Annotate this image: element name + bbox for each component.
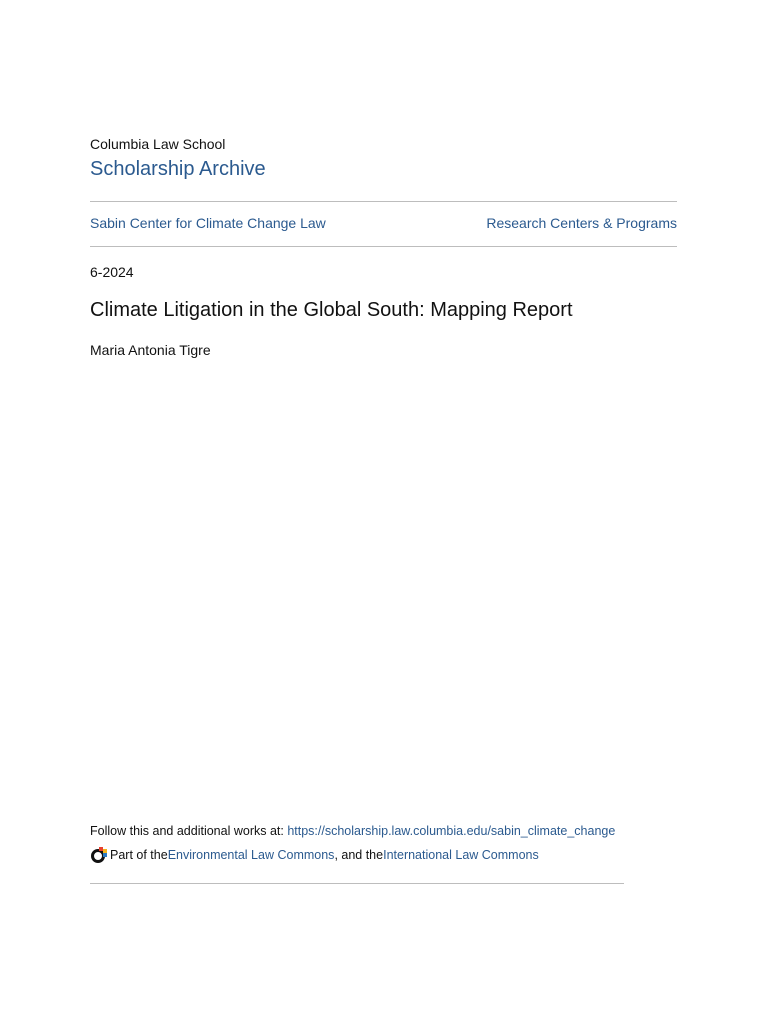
divider-middle: [90, 246, 677, 247]
research-centers-link[interactable]: Research Centers & Programs: [486, 215, 677, 231]
institution-name: Columbia Law School: [90, 136, 226, 152]
commons-joiner: , and the: [334, 848, 384, 862]
scholarship-archive-link[interactable]: Scholarship Archive: [90, 158, 266, 180]
network-commons-icon: [90, 846, 108, 864]
document-title: Climate Litigation in the Global South: Mapping Report: [90, 299, 573, 321]
part-of-line: [90, 846, 539, 864]
environmental-law-commons-link[interactable]: Environmental Law Commons: [167, 848, 335, 862]
publication-date: 6-2024: [90, 264, 134, 280]
part-of-prefix: Part of the: [110, 848, 168, 862]
divider-top: [90, 201, 677, 202]
collection-url-link[interactable]: https://scholarship.law.columbia.edu/sabin_climate_change: [287, 824, 616, 838]
international-law-commons-link[interactable]: International Law Commons: [383, 848, 539, 862]
follow-line: [90, 824, 615, 838]
follow-prefix: Follow this and additional works at:: [90, 824, 288, 838]
divider-bottom: [90, 883, 624, 884]
author-name: Maria Antonia Tigre: [90, 342, 211, 358]
sabin-center-link[interactable]: Sabin Center for Climate Change Law: [90, 215, 326, 231]
